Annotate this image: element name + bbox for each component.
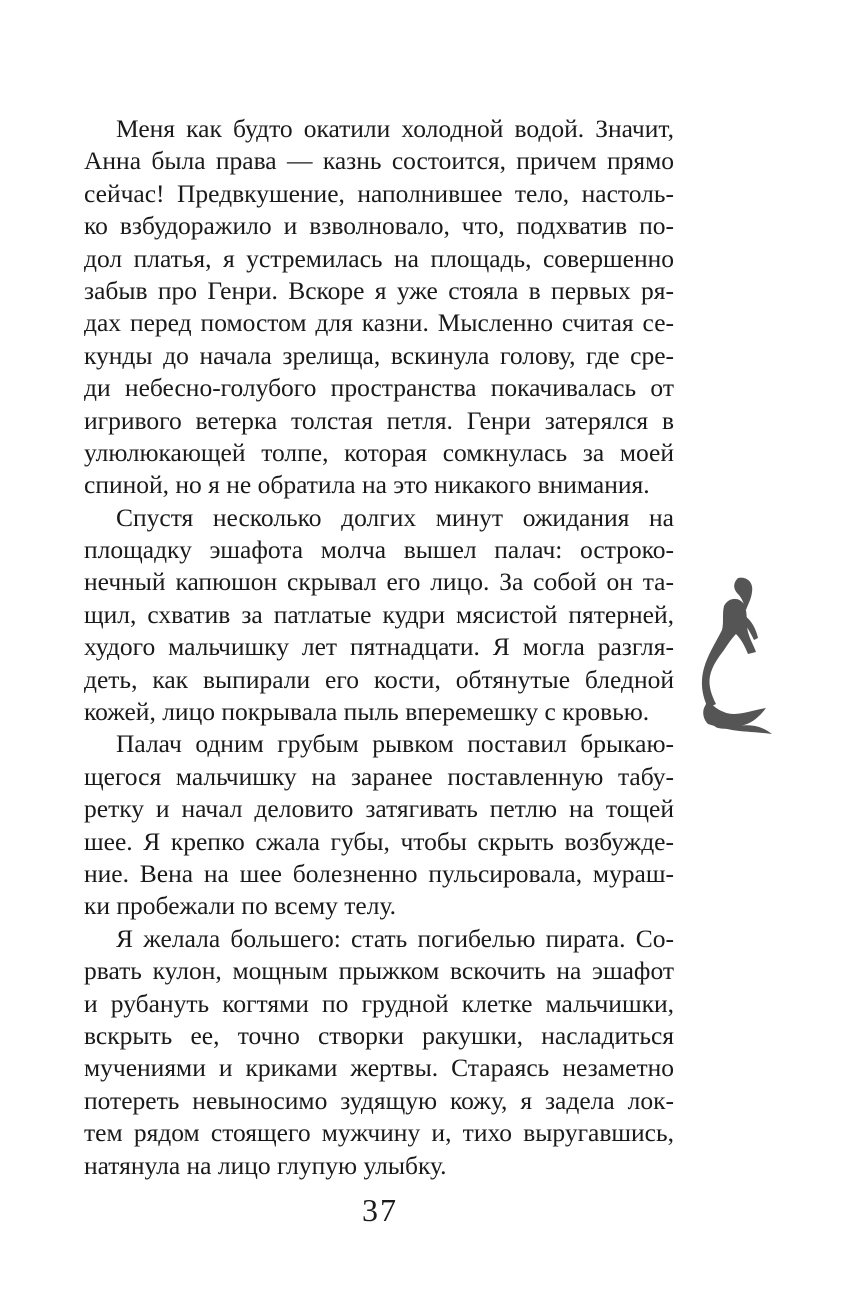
text-line: дах перед помостом для казни. Мысленно считая се- [84, 308, 674, 338]
text-line: нечный капюшон скрывал его лицо. За собой он та- [84, 567, 674, 597]
mermaid-silhouette-icon [694, 574, 774, 736]
text-line: ретку и начал деловито затягивать петлю на тощей [84, 794, 674, 824]
text-line: мучениями и криками жертвы. Стараясь незаметно [84, 1053, 674, 1083]
text-line: площадку эшафота молча вышел палач: остроко- [84, 535, 674, 565]
text-line: ки пробежали по всему телу. [84, 891, 397, 921]
text-line: забыв про Генри. Вскоре я уже стояла в первых ря- [84, 275, 674, 305]
text-line: ние. Вена на шее болезненно пульсировала, мураш- [84, 858, 674, 888]
text-line: натянула на лицо глупую улыбку. [84, 1150, 447, 1180]
text-line: Спустя несколько долгих минут ожидания на [116, 502, 674, 532]
text-line: и рубануть когтями по грудной клетке мальчишки, [84, 988, 674, 1018]
text-line: Меня как будто окатили холодной водой. Значит, [116, 114, 674, 143]
body-text [84, 113, 674, 1182]
text-line: спиной, но я не обратила на это никакого внимания. [84, 470, 650, 500]
text-line: Палач одним грубым рывком поставил брыкаю- [116, 729, 674, 759]
text-line: вскрыть ее, точно створки ракушки, насладиться [84, 1020, 674, 1050]
text-line: потереть невыносимо зудящую кожу, я задела лок- [84, 1085, 674, 1115]
text-line: щегося мальчишку на заранее поставленную табу- [84, 761, 674, 791]
mermaid-shape [702, 578, 772, 734]
text-line: худого мальчишку лет пятнадцати. Я могла разгля- [84, 632, 674, 662]
text-line: тем рядом стоящего мужчину и, тихо выругавшись, [84, 1118, 674, 1148]
text-line: Я желала большего: стать погибелью пирата. Со- [116, 923, 674, 953]
text-line: сейчас! Предвкушение, наполнившее тело, настоль- [84, 178, 674, 208]
text-line: деть, как выпирали его кости, обтянутые бледной [84, 664, 674, 694]
text-line: ди небесно-голубого пространства покачивалась от [84, 373, 674, 403]
text-line: кунды до начала зрелища, вскинула голову, где сре- [84, 340, 674, 370]
text-line: щил, схватив за патлатые кудри мясистой пятерней, [84, 599, 674, 629]
text-line: Анна была права — казнь состоится, причем прямо [84, 146, 674, 176]
text-line: ко взбудоражило и взволновало, что, подхватив по- [84, 211, 674, 241]
text-line: игривого ветерка толстая петля. Генри затерялся в [84, 405, 674, 435]
page-number: 37 [362, 1192, 398, 1228]
text-line: улюлюкающей толпе, которая сомкнулась за моей [84, 437, 674, 467]
text-line: шее. Я крепко сжала губы, чтобы скрыть возбужде- [84, 826, 674, 856]
text-line: кожей, лицо покрывала пыль вперемешку с кровью. [84, 697, 650, 727]
text-line: дол платья, я устремилась на площадь, совершенно [84, 243, 674, 273]
text-line: рвать кулон, мощным прыжком вскочить на эшафот [84, 956, 674, 986]
